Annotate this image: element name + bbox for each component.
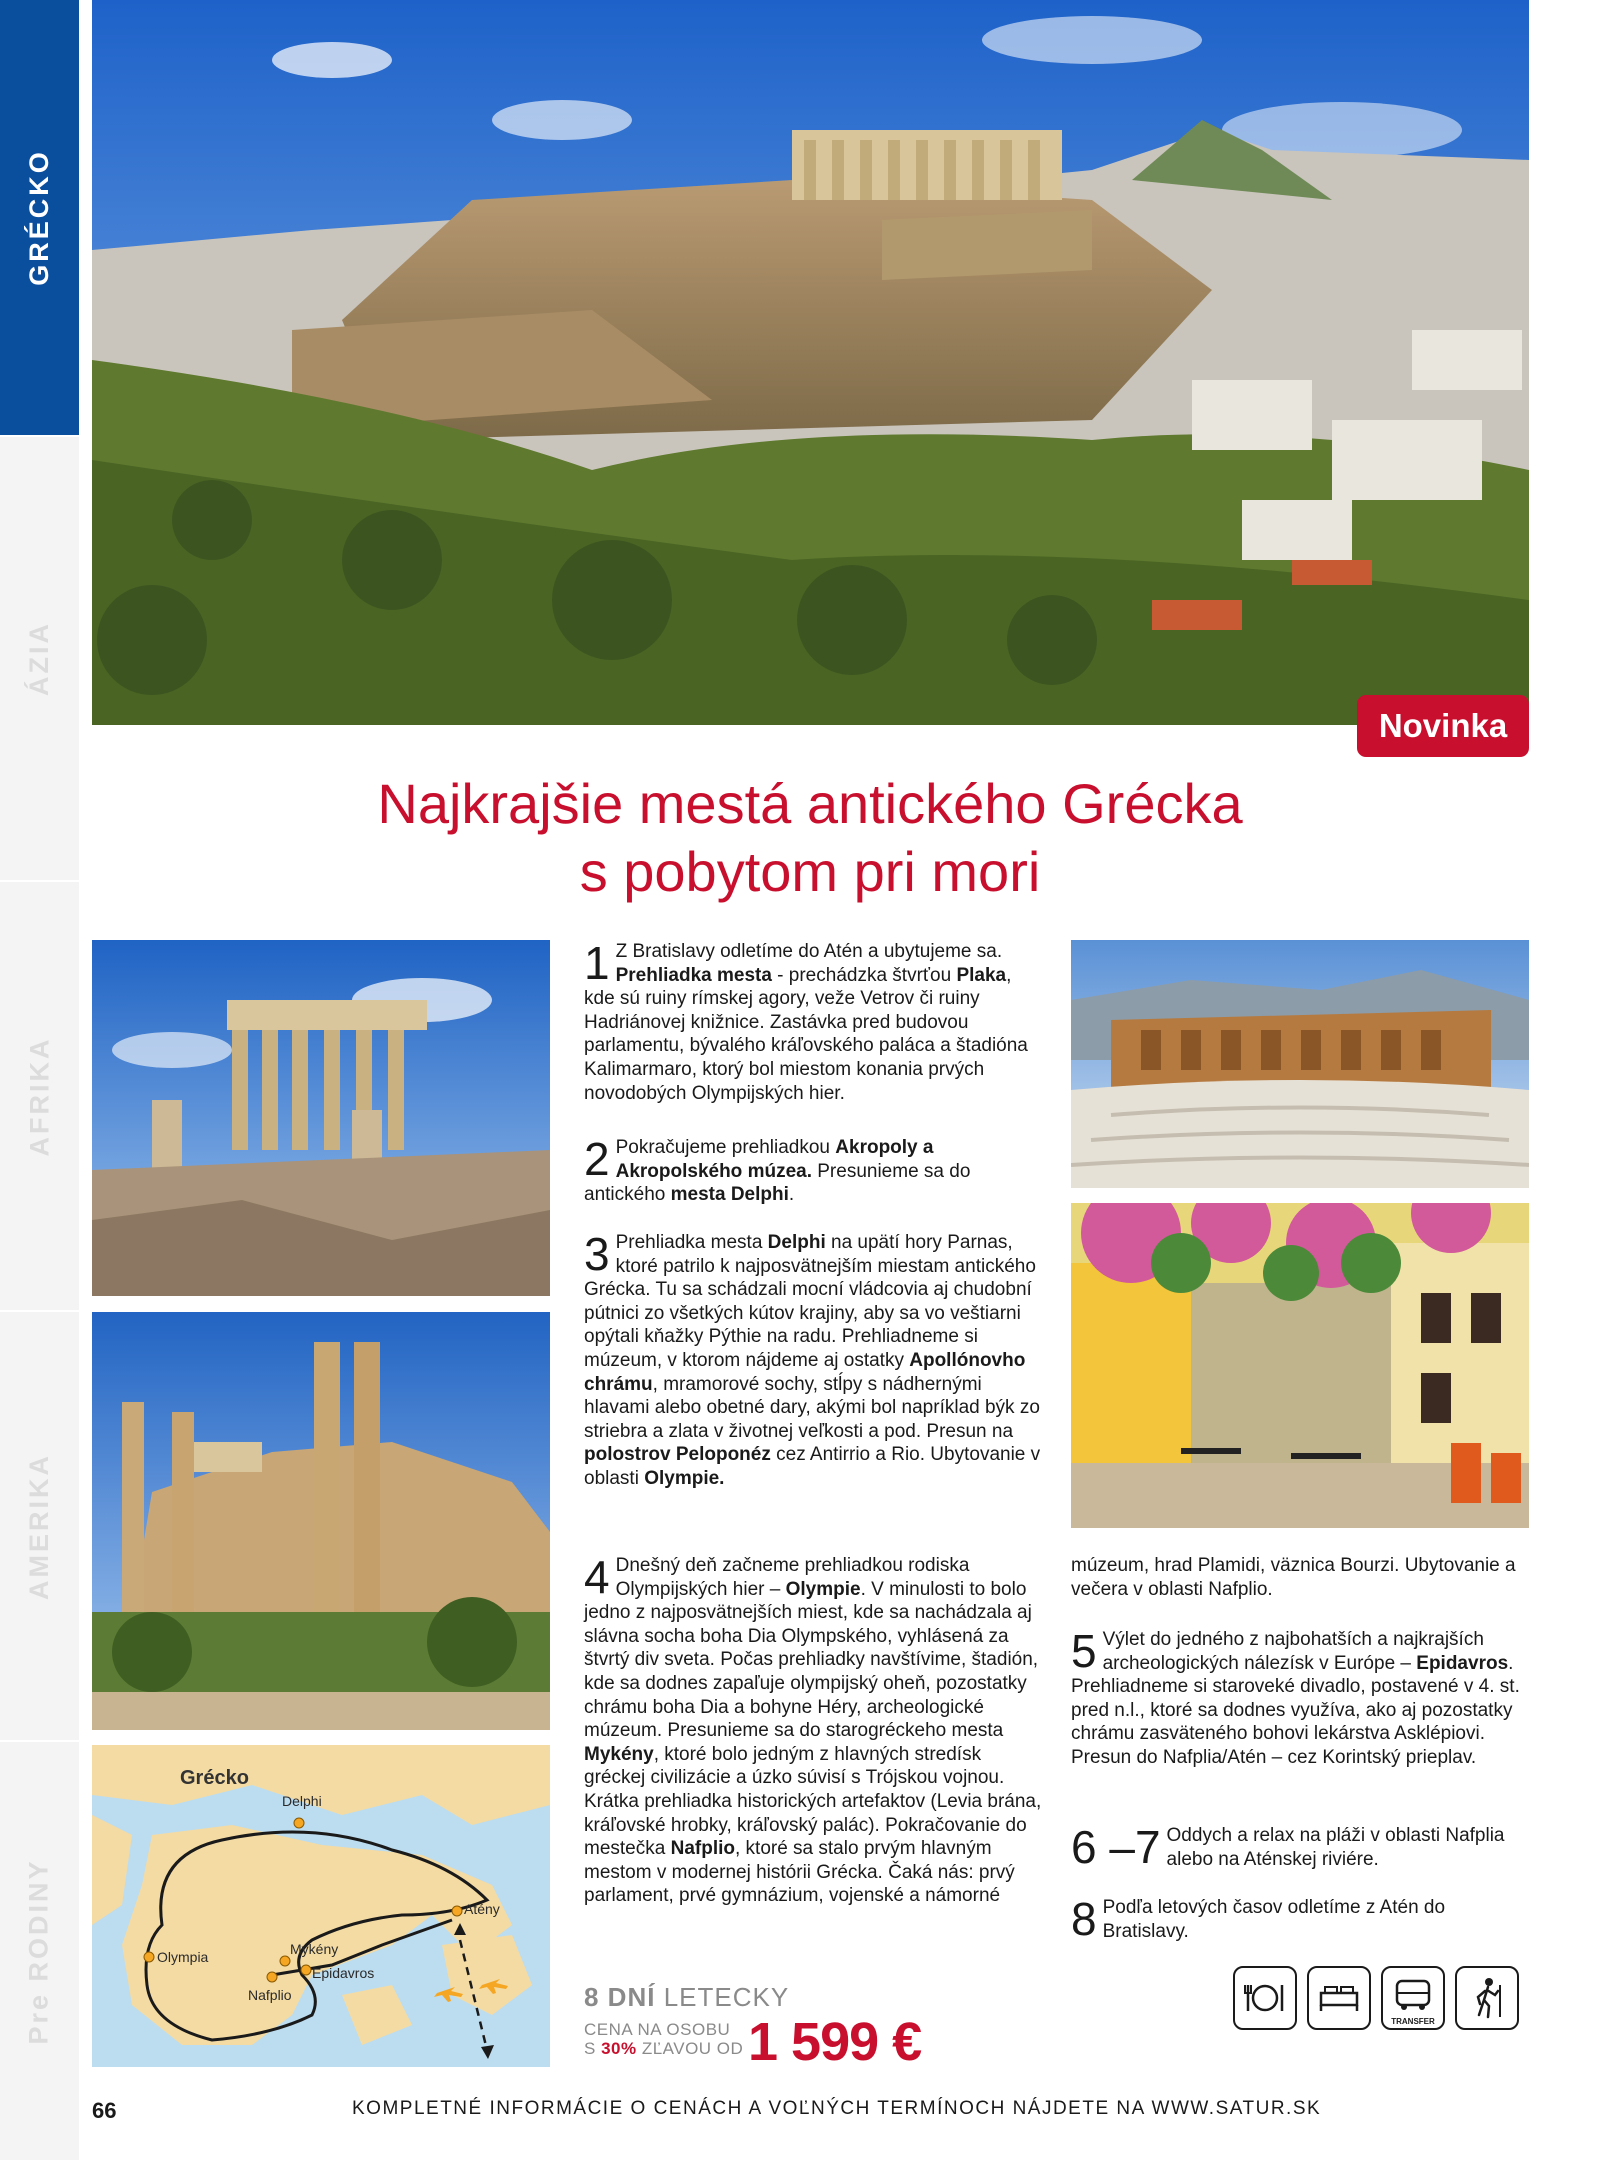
day-number: 8 <box>1071 1893 1097 1945</box>
day-number: 1 <box>584 937 610 989</box>
day-number: 6 –7 <box>1071 1821 1161 1873</box>
sidebar-tab-label: ÁZIA <box>24 621 54 696</box>
walking-icon <box>1455 1966 1519 2030</box>
page-title <box>240 770 1380 906</box>
price-amount: 1 599 € <box>748 2012 922 2072</box>
day-number: 3 <box>584 1228 610 1280</box>
photo-temple-of-zeus <box>92 1312 550 1730</box>
day-number: 5 <box>1071 1625 1097 1677</box>
trip-duration: 8 DNÍ LETECKY <box>584 1982 790 2012</box>
sidebar-tab-afrika[interactable] <box>0 880 79 1310</box>
itinerary-day-5: 5 Výlet do jedného z najbohatších a najkrajších archeologických nálezísk v Európe – Epidavros. Prehliadneme si staroveké divadlo, postavené v 4. st. pred n.l., ktoré sa dodnes využíva, ako aj pozostatky chrámu zasväteného bohovi lekárstva Asklépiovi. Presun do Nafplia/Atén – cez Korintský prieplav. <box>1071 1625 1520 1768</box>
sidebar-tab-label: AFRIKA <box>24 1036 54 1156</box>
service-icons <box>1233 1966 1519 2030</box>
map-label-delphi: Delphi <box>282 1793 322 1809</box>
footer-info: KOMPLETNÉ INFORMÁCIE O CENÁCH A VOĽNÝCH TERMÍNOCH NÁJDETE NA WWW.SATUR.SK <box>352 2098 1322 2119</box>
itinerary-day-2: 2 Pokračujeme prehliadkou Akropoly a Akropolského múzea. Presunieme sa do antického mesta Delphi. <box>584 1133 971 1206</box>
sidebar-tab-label: GRÉCKO <box>24 149 55 286</box>
bus-icon <box>1381 1966 1445 2030</box>
sidebar-tab-azia[interactable] <box>0 435 79 880</box>
sidebar-tab-label: AMERIKA <box>24 1452 54 1600</box>
transfer-label: TRANSFER <box>1391 2017 1435 2026</box>
map-label-olympia: Olympia <box>157 1949 209 1965</box>
sidebar-tab-pre-rodiny[interactable] <box>0 1740 79 2160</box>
map-label-nafplio: Nafplio <box>248 1987 292 2003</box>
itinerary-day-6-7: 6 –7 Oddych a relax na pláži v oblasti Nafplia alebo na Aténskej riviére. <box>1071 1821 1505 1873</box>
sidebar-tab-label: Pre RODINY <box>24 1857 55 2045</box>
price-caption: CENA NA OSOBU S 30% ZĽAVOU OD <box>584 2020 744 2058</box>
map-label-mykeny: Mykény <box>290 1941 339 1957</box>
page-title-line1: Najkrajšie mestá antického Grécka <box>377 772 1243 835</box>
route-map <box>92 1745 550 2067</box>
map-label-epidavros: Epidavros <box>312 1965 375 1981</box>
day-number: 4 <box>584 1551 610 1603</box>
page-title-line2: s pobytom pri mori <box>579 840 1041 903</box>
itinerary-day-8: 8 Podľa letových časov odletíme z Atén do Bratislavy. <box>1071 1893 1446 1945</box>
sidebar-tab-amerika[interactable] <box>0 1310 79 1740</box>
bed-icon <box>1307 1966 1371 2030</box>
itinerary-day-1: 1 Z Bratislavy odletíme do Atén a ubytujeme sa. Prehliadka mesta - prechádzka štvrťou Plaka, kde sú ruiny rímskej agory, veže Vetrov či ruiny Hadriánovej knižnice. Zastávka pred budovou parlamentu, bývalého kráľovského paláca a štadióna Kalimarmaro, ktorý bol miestom konania prvých novodobých Olympijských hier. <box>584 937 1028 1104</box>
hero-photo-acropolis <box>92 0 1529 725</box>
photo-plaka-street <box>1071 1203 1529 1528</box>
sidebar-tab-grecko[interactable] <box>0 0 79 435</box>
map-title: Grécko <box>180 1767 249 1789</box>
map-label-ateny: Atény <box>464 1901 500 1917</box>
meals-icon <box>1233 1966 1297 2030</box>
itinerary-day-4-continued: múzeum, hrad Plamidi, väznica Bourzi. Ubytovanie a večera v oblasti Nafplio. <box>1071 1555 1516 1600</box>
itinerary-day-4: 4 Dnešný deň začneme prehliadkou rodiska Olympijských hier – Olympie. V minulosti to bolo jedno z najposvätnejších miest, kde sa nachádzala aj slávna socha boha Dia Olympského, vyhlásená za štvrtý div sveta. Počas prehliadky navštívime, štadión, kde sa dodnes zapaľuje olympijský oheň, pozostatky chrámu boha Dia a bohyne Héry, archeologické múzeum. Presunieme sa do starogréckeho mesta Mykény, ktoré bolo jedným z hlavných stredísk gréckej civilizácie a úzko súvisí s Trójskou vojnou. Krátka prehliadka historických artefaktov (Levia brána, kráľovské hrobky, kráľovský palác). Pokračovanie do mestečka Nafplio, ktoré sa stalo prvým hlavným mestom v modernej histórii Grécka. Čaká nás: prvý parlament, prvé gymnázium, vojenské a námorné <box>584 1551 1042 1907</box>
photo-parthenon <box>92 940 550 1296</box>
novinka-badge: Novinka <box>1357 695 1529 757</box>
photo-odeon-theatre <box>1071 940 1529 1188</box>
discount-percent: 30% <box>601 2039 637 2058</box>
day-number: 2 <box>584 1133 610 1185</box>
page-number: 66 <box>92 2098 117 2123</box>
itinerary-day-3: 3 Prehliadka mesta Delphi na upätí hory Parnas, ktoré patrilo k najposvätnejším miestam antického Grécka. Tu sa schádzali mocní vládcovia aj chudobní pútnici zo všetkých kútov krajiny, aby sa vo veštiarni opýtali kňažky Pýthie na radu. Prehliadneme si múzeum, v ktorom nájdeme aj ostatky Apollónovho chrámu, mramorové sochy, stĺpy s nádhernými hlavami alebo obetné dary, akými bol napríklad býk zo striebra a zlata v životnej veľkosti a pod. Presun na polostrov Peloponéz cez Antirrio a Rio. Ubytovanie v oblasti Olympie. <box>584 1228 1041 1489</box>
